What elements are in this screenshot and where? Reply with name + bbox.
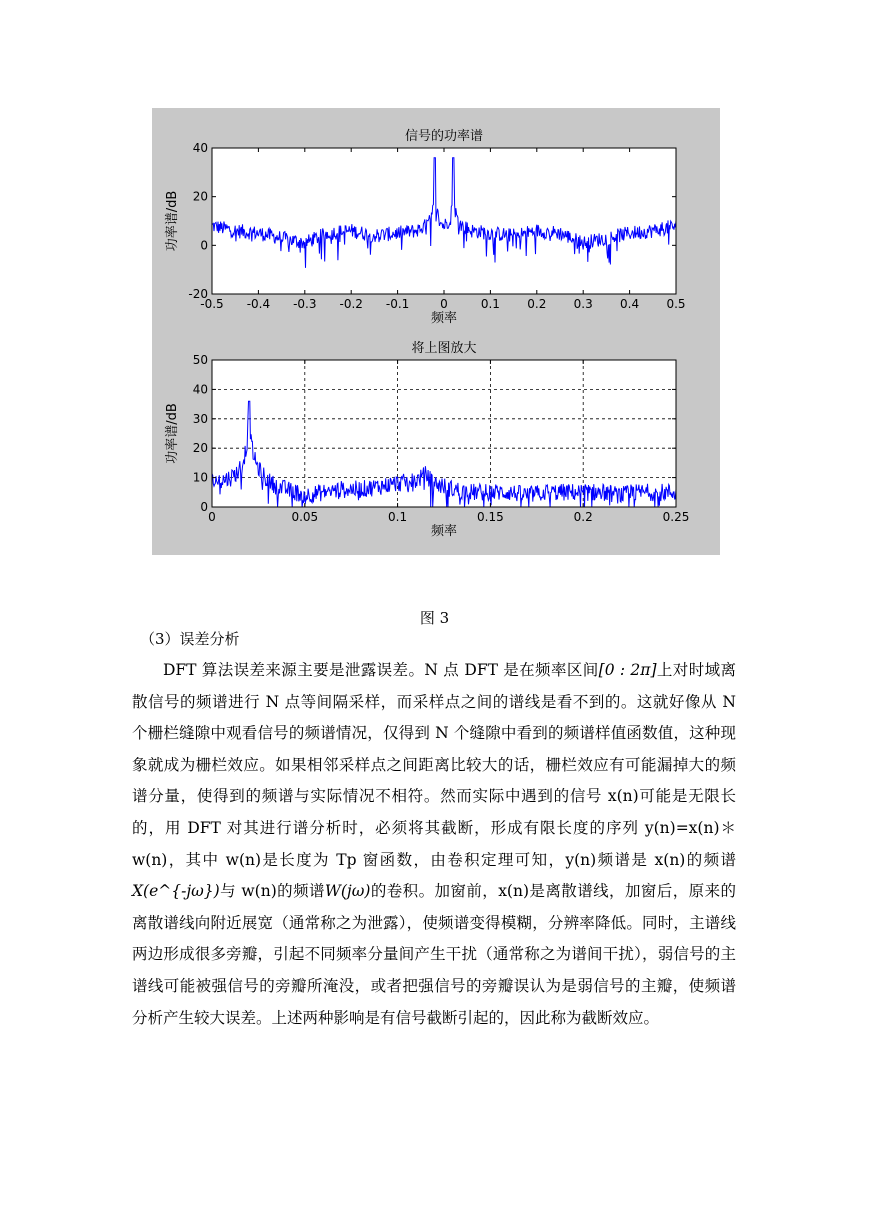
figure-canvas [152, 108, 720, 555]
y-tick-label: -20 [188, 287, 208, 301]
y-tick-label: 40 [192, 141, 208, 155]
para-text-2: 上对时域离散信号的频谱进行 N 点等间隔采样，而采样点之间的谱线是看不到的。这就好像从 N 个栅栏缝隙中观看信号的频谱情况，仅得到 N 个缝隙中看到的频谱样值函数值，这种现象就成为栅栏效应。如果相邻采样点之间距离比较大的话，栅栏效应有可能漏掉大的频谱分量，使得到的频谱与实际情况不相符。然而实际中遇到的信号 x(n)可能是无限长的，用 DFT 对其进行谱分析时，必须将其截断，形成有限长度的序列 y(n)=x(n)＊ w(n)，其中 w(n)是长度为 Tp 窗函数，由卷积定理可知，y(n)频谱是 x(n)的频谱 [132, 661, 736, 869]
y-tick-label: 50 [192, 353, 208, 367]
y-tick-label: 0 [200, 500, 208, 514]
x-tick-label: -0.3 [293, 297, 317, 311]
chart-title: 将上图放大 [411, 341, 477, 356]
formula-x: X(e^{-jω}) [132, 882, 220, 901]
x-axis-label: 频率 [430, 311, 458, 326]
x-tick-label: 0 [440, 297, 448, 311]
x-tick-label: 0.15 [477, 510, 504, 524]
para-text-4: 的卷积。加窗前，x(n)是离散谱线，加窗后，原来的离散谱线向附近展宽（通常称之为泄露），使频谱变得模糊，分辨率降低。同时，主谱线两边形成很多旁瓣，引起不同频率分量间产生干扰（通常称之为谱间干扰），弱信号的主谱线可能被强信号的旁瓣所淹没，或者把强信号的旁瓣误认为是弱信号的主瓣，使频谱分析产生较大误差。上述两种影响是有信号截断引起的，因此称为截断效应。 [132, 882, 736, 1027]
x-tick-label: -0.1 [385, 297, 410, 311]
chart-1 [165, 128, 686, 326]
y-tick-label: 0 [200, 238, 208, 253]
chart-title: 信号的功率谱 [404, 129, 484, 144]
chart-2 [165, 340, 689, 539]
section-heading: （3）误差分析 [140, 630, 240, 648]
formula-w: W(jω) [324, 882, 371, 901]
x-tick-label: 0.25 [662, 510, 690, 524]
x-tick-label: 0.4 [620, 297, 640, 311]
y-tick-label: 40 [192, 382, 208, 397]
y-axis-label: 功率谱/dB [165, 403, 180, 464]
x-tick-label: 0.5 [666, 297, 686, 311]
x-tick-label: 0.1 [480, 297, 500, 311]
plot-area [212, 148, 676, 294]
y-tick-label: 10 [192, 470, 208, 485]
x-tick-label: 0.2 [527, 297, 547, 311]
y-tick-label: 20 [192, 189, 208, 204]
x-tick-label: 0.05 [291, 510, 319, 524]
x-tick-label: 0.3 [573, 297, 593, 311]
y-tick-label: 30 [192, 411, 208, 426]
x-tick-label: -0.2 [339, 297, 363, 311]
para-text-3: 与 w(n)的频谱 [219, 882, 325, 901]
matlab-figure [152, 108, 720, 555]
para-text-1: DFT 算法误差来源主要是泄露误差。N 点 DFT 是在频率区间 [163, 661, 599, 679]
y-tick-label: 20 [192, 441, 208, 456]
x-tick-label: 0 [208, 510, 216, 524]
x-tick-label: 0.2 [573, 510, 593, 524]
x-tick-label: 0.1 [388, 510, 408, 524]
body-paragraph [132, 655, 736, 1034]
y-axis-label: 功率谱/dB [165, 190, 180, 252]
x-tick-label: -0.4 [246, 297, 271, 311]
figure-caption: 图 3 [419, 609, 450, 627]
x-axis-label: 频率 [430, 524, 458, 539]
x-tick-label: -0.5 [200, 297, 224, 311]
interval-formula: [0 : 2π] [598, 661, 657, 679]
